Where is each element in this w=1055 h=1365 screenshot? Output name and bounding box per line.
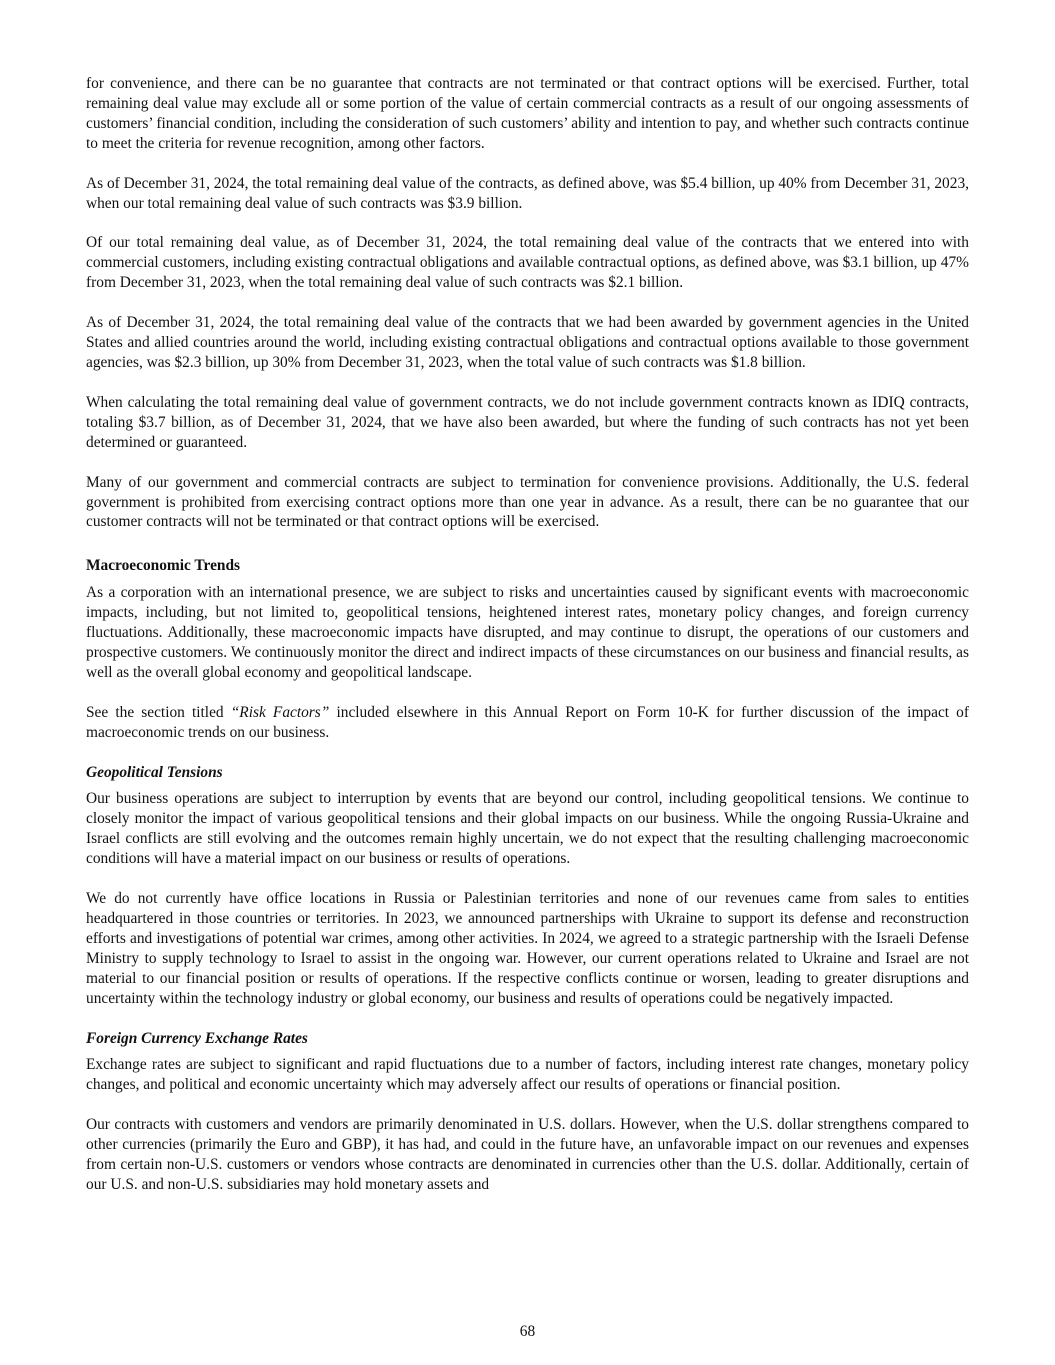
paragraph-government-deal-value: As of December 31, 2024, the total remaining deal value of the contracts that we had been awarded by government agencies in the United States and allied countries around the world, including existing contractual obligations and contractual options available to those government agencies, was $2.3 billion, up 30% from December 31, 2023, when the total value of such contracts was $1.8 billion. [86,314,969,371]
document-body [86,74,969,1195]
paragraph-total-remaining-deal-value: As of December 31, 2024, the total remaining deal value of the contracts, as defined above, was $5.4 billion, up 40% from December 31, 2023, when our total remaining deal value of such contracts was $3.9 billion. [86,174,969,212]
risk-factors-text-before: See the section titled [86,703,231,721]
risk-factors-reference: “Risk Factors” [230,703,330,721]
heading-foreign-currency: Foreign Currency Exchange Rates [86,1029,308,1047]
paragraph-termination-provisions: Many of our government and commercial contracts are subject to termination for convenience provisions. Additionally, the U.S. federal government is prohibited from exercising contract options more than one year in advance. As a result, there can be no guarantee that our customer contracts will not be terminated or that contract options will be exercised. [86,473,969,531]
paragraph-idiq-contracts: When calculating the total remaining deal value of government contracts, we do not include government contracts known as IDIQ contracts, totaling $3.7 billion, as of December 31, 2024, that we have also been awarded, but where the funding of such contracts has not yet been determined or guaranteed. [86,393,969,451]
heading-macroeconomic-trends: Macroeconomic Trends [86,557,241,575]
paragraph-geopolitical-monitoring: Our business operations are subject to interruption by events that are beyond our control, including geopolitical tensions. We continue to closely monitor the impact of various geopolitical tensions and their global impacts on our business. While the ongoing Russia-Ukraine and Israel conflicts are still evolving and the outcomes remain highly uncertain, we do not expect that the resulting challenging macroeconomic conditions will have a material impact on our business or results of operations. [86,790,969,868]
paragraph-commercial-deal-value: Of our total remaining deal value, as of December 31, 2024, the total remaining deal value of the contracts that we entered into with commercial customers, including existing contractual obligations and available contractual options, as defined above, was $3.1 billion, up 47% from December 31, 2023, when the total remaining deal value of such contracts was $2.1 billion. [86,234,969,292]
risk-factors-text-after: included elsewhere in this Annual Report on Form 10-K for further discussion of the impact of macroeconomic trends on our business. [86,703,970,741]
heading-geopolitical-tensions: Geopolitical Tensions [86,763,223,781]
paragraph-currency-denomination: Our contracts with customers and vendors are primarily denominated in U.S. dollars. However, when the U.S. dollar strengthens compared to other currencies (primarily the Euro and GBP), it has had, and could in the future have, an unfavorable impact on our revenues and expenses from certain non-U.S. customers or vendors whose contracts are denominated in currencies other than the U.S. dollar. Additionally, certain of our U.S. and non-U.S. subsidiaries may hold monetary assets and [86,1116,969,1193]
paragraph-macroeconomic-impacts: As a corporation with an international presence, we are subject to risks and uncertainties caused by significant events with macroeconomic impacts, including, but not limited to, geopolitical tensions, heightened interest rates, monetary policy changes, and foreign currency fluctuations. Additionally, these macroeconomic impacts have disrupted, and may continue to disrupt, the operations of our customers and prospective customers. We continuously monitor the direct and indirect impacts of these circumstances on our business and financial results, as well as the overall global economy and geopolitical landscape. [86,584,969,681]
paragraph-exchange-rates: Exchange rates are subject to significant and rapid fluctuations due to a number of factors, including interest rate changes, monetary policy changes, and political and economic uncertainty which may adversely affect our results of operations or financial position. [86,1056,969,1094]
paragraph-contract-termination: for convenience, and there can be no guarantee that contracts are not terminated or that contract options will be exercised. Further, total remaining deal value may exclude all or some portion of the value of certain commercial contracts as a result of our ongoing assessments of customers’ financial condition, including the consideration of such customers’ ability and intention to pay, and whether such contracts continue to meet the criteria for revenue recognition, among other factors. [86,75,969,152]
page-number: 68 [519,1323,536,1340]
paragraph-risk-factors-reference [86,703,969,743]
paragraph-office-locations: We do not currently have office locations in Russia or Palestinian territories and none of our revenues came from sales to entities headquartered in those countries or territories. In 2023, we announced partnerships with Ukraine to support its defense and reconstruction efforts and investigations of potential war crimes, among other activities. In 2024, we agreed to a strategic partnership with the Israeli Defense Ministry to supply technology to Israel to assist in the ongoing war. However, our current operations related to Ukraine and Israel are not material to our financial position or results of operations. If the respective conflicts continue or worsen, leading to greater disruptions and uncertainty within the technology industry or global economy, our business and results of operations could be negatively impacted. [86,890,969,1007]
